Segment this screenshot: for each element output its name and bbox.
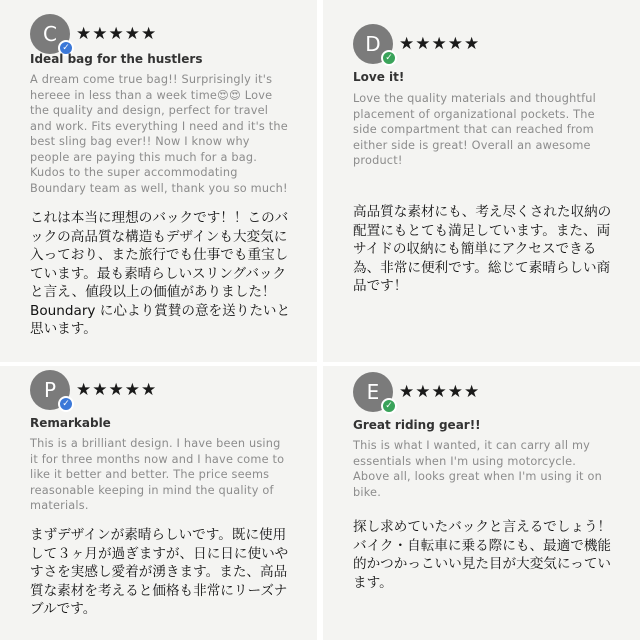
review-text-jp: 探し求めていたバックと言えるでしょう！バイク・自転車に乗る際にも、最適で機能的かつかっこいい見た目が大変気にっています。 [353,519,612,591]
verified-green-check-icon: ✓ [381,398,397,414]
verified-blue-check-icon: ✓ [58,396,74,412]
review-header [30,370,157,410]
review-card [0,0,317,362]
avatar-initial: D [365,32,381,56]
review-card [0,366,317,640]
review-text-jp: まずデザインが素晴らしいです。既に使用して３ヶ月が過ぎますが、日に日に使いやすさを実感し愛着が湧きます。また、高品質な素材を考えると価格も非常にリーズナブルです。 [30,527,289,617]
avatar-initial: C [43,22,57,46]
star-rating: ★★★★★ [76,379,158,400]
review-card [323,366,640,640]
review-text-en: This is what I wanted, it can carry all my essentials when I'm using motorcycle. Above all, looks great when I'm using it on bike. [353,439,602,499]
review-text-en: This is a brilliant design. I have been using it for three months now and I have come to like it better and better. The price seems reasonable keeping in mind the quality of materials. [30,437,285,512]
review-title: Love it! [353,70,405,84]
star-rating: ★★★★★ [399,381,481,402]
review-card [323,0,640,362]
review-text-en: Love the quality materials and thoughtful placement of organizational pockets. The side compartment that can reached from either side is great! Overall an awesome product! [353,92,596,167]
avatar [30,14,70,54]
avatar [353,24,393,64]
review-text-jp: これは本当に理想のバックです！！このバックの高品質な構造もデザインも大変気に入っており、また旅行でも仕事でも重宝しています。最も素晴らしいスリングバックと言え、値段以上の価値がありました！Boundary に心より賞賛の意を送りたいと思います。 [30,210,291,337]
avatar [30,370,70,410]
review-title: Remarkable [30,416,111,430]
review-header [30,14,157,54]
review-header [353,372,480,412]
verified-blue-check-icon: ✓ [58,40,74,56]
review-text-en: A dream come true bag!! Surprisingly it's hereee in less than a week time😍😍 Love the quality and design, perfect for travel and work. Fits everything I need and it's the best sling bag ever!! Now I know why people are paying this much for a bag. Kudos to the super accommodating Boundary team as well, thank you so much! [30,73,288,195]
review-text-jp: 高品質な素材にも、考え尽くされた収納の配置にもとても満足しています。また、両サイドの収納にも簡単にアクセスできる為、非常に便利です。総じて素晴らしい商品です！ [353,204,612,294]
avatar-initial: E [366,380,380,404]
star-rating: ★★★★★ [399,33,481,54]
verified-green-check-icon: ✓ [381,50,397,66]
review-title: Ideal bag for the hustlers [30,52,203,66]
star-rating: ★★★★★ [76,23,158,44]
avatar-initial: P [43,378,57,402]
avatar [353,372,393,412]
review-title: Great riding gear!! [353,418,481,432]
review-header [353,24,480,64]
